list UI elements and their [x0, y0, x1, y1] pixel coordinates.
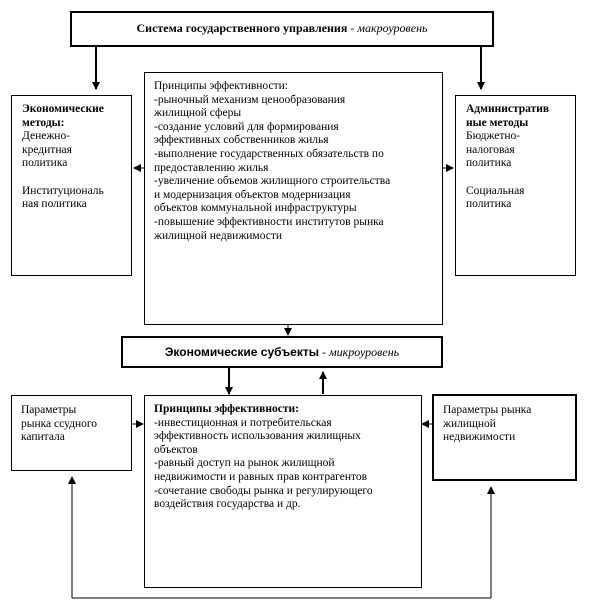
economic-methods-line — [22, 171, 104, 185]
admin-methods-line: налоговая — [466, 143, 515, 156]
admin-methods-line: Социальная — [466, 184, 525, 197]
admin-methods-line: Бюджетно- — [466, 130, 521, 143]
principles-micro-line: эффективность использования жилищных — [154, 430, 361, 443]
principles-macro-line: предоставлению жилья — [154, 161, 269, 174]
principles-micro-line: -сочетание свободы рынка и регулирующего — [154, 484, 373, 497]
admin-methods-title-2: ные методы — [466, 116, 529, 129]
principles-micro-line: -равный доступ на рынок жилищной — [154, 457, 335, 470]
real-estate-line: Параметры рынка — [443, 404, 532, 416]
principles-macro-box — [144, 72, 443, 325]
principles-micro-box — [144, 395, 422, 588]
economic-methods-line: политика — [22, 157, 68, 170]
subjects-title-text: Экономические субъекты — [164, 345, 319, 359]
loan-capital-line: капитала — [21, 431, 65, 444]
governance-level-label: макроуровень — [357, 21, 428, 35]
principles-macro-line: -выполнение государственных обязательств по — [154, 147, 384, 160]
principles-micro-line: объектов — [154, 443, 198, 456]
real-estate-market-box — [432, 394, 577, 481]
loan-capital-line: Параметры — [21, 404, 77, 416]
economic-methods-line: кредитная — [22, 143, 72, 156]
economic-methods-text — [22, 103, 104, 212]
principles-macro-line: жилищной сферы — [154, 107, 242, 120]
principles-macro-line: -увеличение объемов жилищного строительства — [154, 175, 391, 188]
principles-macro-line: и модернизация объектов модернизация — [154, 188, 351, 201]
principles-micro-title: Принципы эффективности: — [154, 403, 299, 415]
principles-macro-line: -повышение эффективности институтов рынка — [154, 215, 384, 228]
principles-micro-line: -инвестиционная и потребительская — [154, 416, 332, 429]
principles-macro-line: эффективных собственников жилья — [154, 134, 329, 147]
governance-title-text: Система государственного управления — [136, 21, 348, 35]
principles-micro-text — [154, 403, 373, 512]
loan-capital-box — [11, 395, 132, 471]
admin-methods-title: Административ — [466, 103, 550, 115]
economic-methods-title-2: методы: — [22, 116, 65, 129]
economic-subjects-title — [123, 346, 441, 360]
economic-methods-box — [11, 95, 132, 276]
admin-methods-line: политика — [466, 198, 512, 211]
governance-system-title — [72, 22, 492, 36]
economic-methods-line: Денежно- — [22, 130, 71, 143]
admin-methods-line: политика — [466, 157, 512, 170]
loan-capital-line: рынка ссудного — [21, 417, 98, 430]
admin-methods-box — [455, 95, 576, 276]
economic-methods-line: Институциональ — [22, 184, 104, 197]
governance-system-box — [70, 11, 494, 47]
real-estate-market-text — [443, 404, 531, 445]
real-estate-line: недвижимости — [443, 431, 516, 444]
real-estate-line: жилищной — [443, 417, 496, 430]
subjects-separator: - — [318, 345, 329, 359]
principles-macro-line: объектов коммунальной инфраструктуры — [154, 202, 357, 215]
principles-macro-line: -рыночный механизм ценообразования — [154, 93, 346, 106]
governance-separator: - — [347, 21, 358, 35]
principles-micro-line: недвижимости и равных прав контрагентов — [154, 470, 368, 483]
admin-methods-line — [466, 171, 549, 185]
principles-macro-line: -создание условий для формирования — [154, 120, 339, 133]
loan-capital-text — [21, 404, 97, 445]
subjects-level-label: микроуровень — [328, 345, 400, 359]
economic-methods-line: ная политика — [22, 198, 87, 211]
principles-macro-text — [154, 80, 390, 243]
economic-methods-title: Экономические — [22, 103, 104, 115]
economic-subjects-box — [121, 336, 443, 368]
principles-macro-line: Принципы эффективности: — [154, 80, 288, 92]
admin-methods-text — [466, 103, 549, 212]
principles-macro-line: жилищной недвижимости — [154, 229, 283, 242]
principles-micro-line: воздействия государства и др. — [154, 498, 301, 511]
